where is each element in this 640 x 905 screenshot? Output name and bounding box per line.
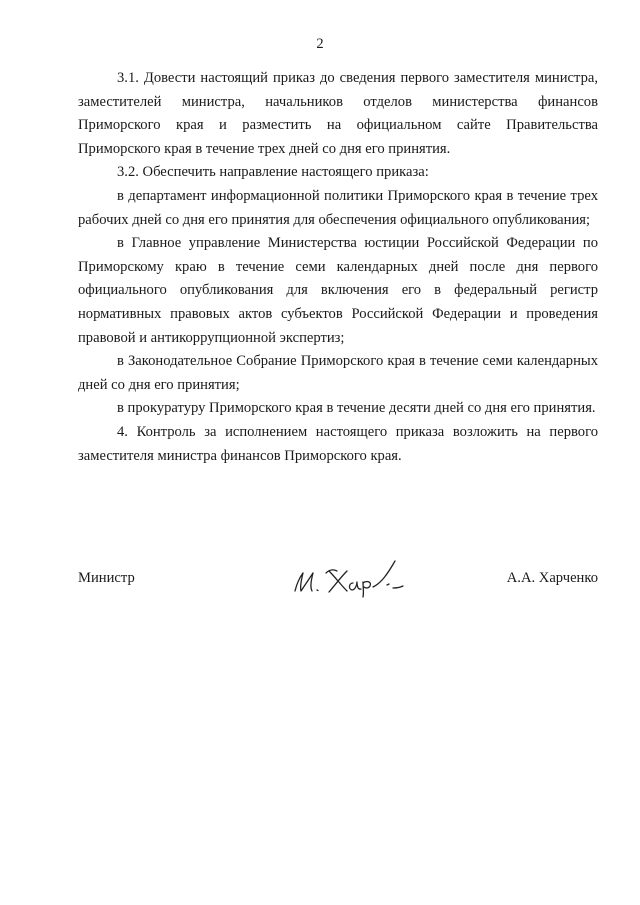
document-body	[78, 67, 598, 468]
paragraph-recipient-assembly: в Законодательное Собрание Приморского края в течение семи календарных дней со дня его принятия;	[78, 353, 598, 393]
signature-block	[78, 560, 598, 600]
paragraph-recipient-justice: в Главное управление Министерства юстиции Российской Федерации по Приморскому краю в течение семи календарных дней после дня первого официального опубликования для включения его в федеральный регистр нормативных правовых актов субъектов Российской Федерации и проведения правовой и антикоррупционной экспертиз;	[78, 235, 598, 346]
page-number: 2	[316, 36, 324, 52]
paragraph-recipient-prosecutor: в прокуратуру Приморского края в течение десяти дней со дня его принятия.	[117, 400, 596, 417]
paragraph-3-1: 3.1. Довести настоящий приказ до сведения первого заместителя министра, заместителей министра, начальников отделов министерства финансов Приморского края и разместить на официальном сайте Правительства Приморского края в течение трех дней со дня его принятия.	[78, 70, 598, 157]
signatory-title: Министр	[78, 570, 135, 586]
paragraph-recipient-info-policy: в департамент информационной политики Приморского края в течение трех рабочих дней со дня его принятия для обеспечения официального опубликования;	[78, 187, 598, 228]
signatory-name: А.А. Харченко	[506, 570, 598, 586]
paragraph-4: 4. Контроль за исполнением настоящего приказа возложить на первого заместителя министра финансов Приморского края.	[78, 423, 598, 464]
handwritten-signature	[291, 555, 421, 601]
paragraph-3-2: 3.2. Обеспечить направление настоящего приказа:	[117, 164, 429, 181]
